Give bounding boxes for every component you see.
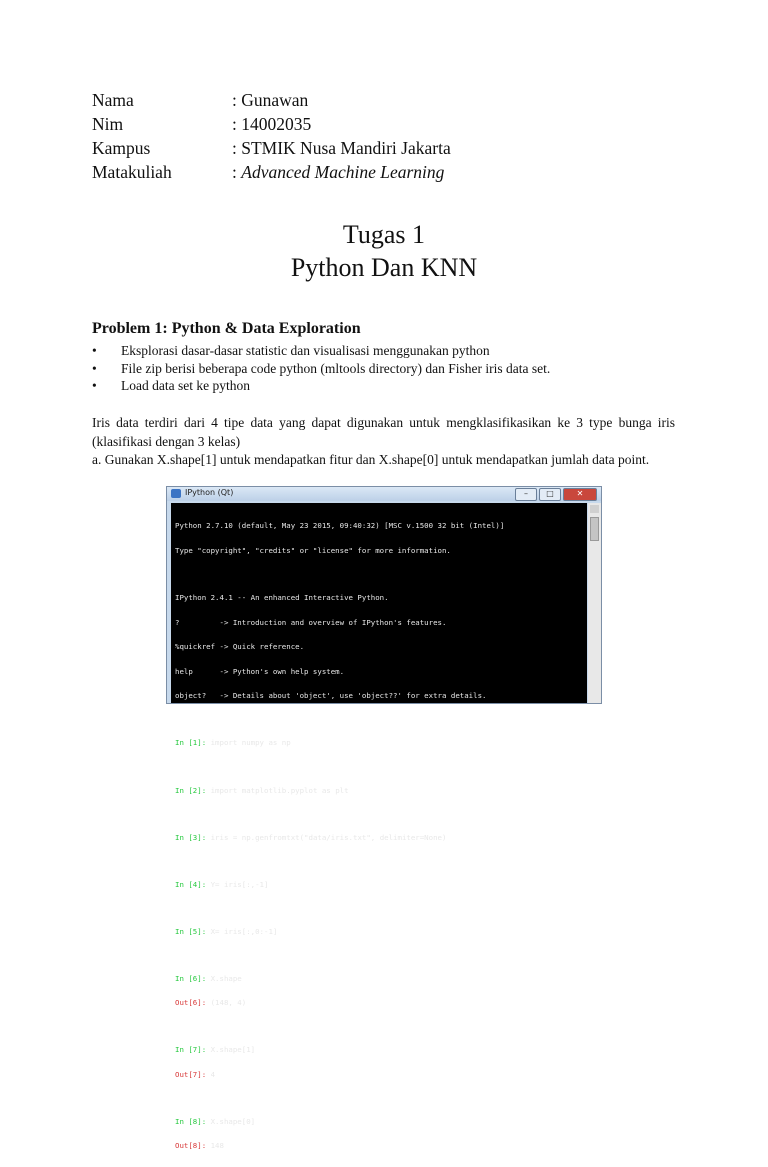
input-prompt: In [5]: <box>175 926 211 936</box>
info-row-kampus <box>92 136 451 160</box>
console-cell <box>175 1118 583 1126</box>
console-line: Python 2.7.10 (default, May 23 2015, 09:40:32) [MSC v.1500 32 bit (Intel)] <box>175 521 505 531</box>
bullet-icon: • <box>92 378 97 393</box>
output-prompt: Out[8]: <box>175 1141 211 1151</box>
console-gap <box>175 952 583 958</box>
input-prompt: In [6]: <box>175 973 211 983</box>
list-item-text: File zip berisi beberapa code python (mltools directory) dan Fisher iris data set. <box>121 360 551 376</box>
console-gap <box>175 905 583 911</box>
info-row-matakuliah <box>92 160 451 184</box>
console-cell <box>175 928 583 936</box>
console-cell <box>175 975 583 983</box>
info-label: Nama <box>92 90 134 110</box>
console-line: Type "copyright", "credits" or "license" for more information. <box>175 546 451 556</box>
maximize-icon: □ <box>539 488 561 501</box>
console-gap <box>175 858 583 864</box>
console-line: %quickref -> Quick reference. <box>175 642 305 652</box>
list-item-text: Load data set ke python <box>121 378 250 393</box>
input-code: iris = np.genfromtxt("data/iris.txt", delimiter=None) <box>210 832 447 842</box>
scrollbar <box>588 503 601 703</box>
input-code: X.shape <box>210 973 242 983</box>
info-value: : Gunawan <box>232 90 309 110</box>
console-gap <box>175 717 583 723</box>
console-gap <box>175 764 583 770</box>
input-prompt: In [1]: <box>175 738 211 748</box>
minimize-icon: – <box>515 488 537 501</box>
document-subtitle: Python Dan KNN <box>290 253 478 282</box>
input-prompt: In [8]: <box>175 1116 211 1126</box>
console-gap <box>175 1024 583 1030</box>
input-code: import matplotlib.pyplot as plt <box>210 785 349 795</box>
info-value-prefix: : <box>232 162 242 182</box>
document-title: Tugas 1 <box>342 220 426 249</box>
info-row-nim <box>92 112 451 136</box>
window-title: IPython (Qt) <box>185 488 234 497</box>
list-item <box>92 377 550 395</box>
console-output-line <box>175 999 583 1007</box>
paragraph-iris: Iris data terdiri dari 4 tipe data yang dapat digunakan untuk mengklasifikasikan ke 3 type bunga iris (klasifikasi dengan 3 kelas) <box>92 415 675 449</box>
student-info <box>92 88 451 184</box>
input-code: Y= iris[:,-1] <box>210 879 269 889</box>
info-label: Kampus <box>92 138 151 158</box>
info-value: : 14002035 <box>232 114 312 134</box>
info-label: Matakuliah <box>92 162 172 182</box>
app-icon <box>171 489 181 498</box>
console-line: object? -> Details about 'object', use 'object??' for extra details. <box>175 691 487 701</box>
scroll-thumb <box>590 517 599 541</box>
scroll-up-icon <box>590 505 599 513</box>
bullet-icon: • <box>92 360 97 376</box>
console-line: IPython 2.4.1 -- An enhanced Interactive Python. <box>175 593 389 603</box>
output-value: (148, 4) <box>210 998 247 1008</box>
input-code: import numpy as np <box>210 738 291 748</box>
input-prompt: In [3]: <box>175 832 211 842</box>
input-prompt: In [4]: <box>175 879 211 889</box>
info-value: : STMIK Nusa Mandiri Jakarta <box>232 138 451 158</box>
console-cell <box>175 834 583 842</box>
info-row-nama <box>92 88 451 112</box>
console-cell <box>175 787 583 795</box>
console-gap <box>175 811 583 817</box>
bullet-list <box>92 342 550 395</box>
paragraph-shape: a. Gunakan X.shape[1] untuk mendapatkan fitur dan X.shape[0] untuk mendapatkan jumlah data point. <box>92 452 650 467</box>
console-gap <box>175 572 583 578</box>
input-prompt: In [2]: <box>175 785 211 795</box>
output-value: 148 <box>210 1141 224 1151</box>
window-titlebar <box>167 487 601 501</box>
problem-heading: Problem 1: Python & Data Exploration <box>92 320 361 337</box>
console-cell <box>175 739 583 747</box>
body-text <box>92 414 675 470</box>
console-line: ? -> Introduction and overview of IPython's features. <box>175 617 447 627</box>
info-label: Nim <box>92 114 124 134</box>
bullet-icon: • <box>92 343 97 358</box>
console-output-line <box>175 1142 583 1150</box>
window-controls <box>515 488 597 501</box>
console-cell <box>175 881 583 889</box>
list-item <box>92 342 550 360</box>
output-value: 4 <box>210 1069 216 1079</box>
console-line: help -> Python's own help system. <box>175 666 345 676</box>
console-output <box>171 503 587 1151</box>
input-code: X.shape[0] <box>210 1116 256 1126</box>
info-value: Advanced Machine Learning <box>241 162 445 182</box>
output-prompt: Out[6]: <box>175 998 211 1008</box>
console-cell <box>175 1046 583 1054</box>
input-code: X= iris[:,0:-1] <box>210 926 278 936</box>
list-item-text: Eksplorasi dasar-dasar statistic dan visualisasi menggunakan python <box>121 343 490 358</box>
input-prompt: In [7]: <box>175 1045 211 1055</box>
ipython-window-screenshot <box>166 486 602 1151</box>
list-item <box>92 360 550 378</box>
console-gap <box>175 1095 583 1101</box>
console-output-line <box>175 1071 583 1079</box>
close-icon: ✕ <box>563 488 597 501</box>
output-prompt: Out[7]: <box>175 1069 211 1079</box>
input-code: X.shape[1] <box>210 1045 256 1055</box>
